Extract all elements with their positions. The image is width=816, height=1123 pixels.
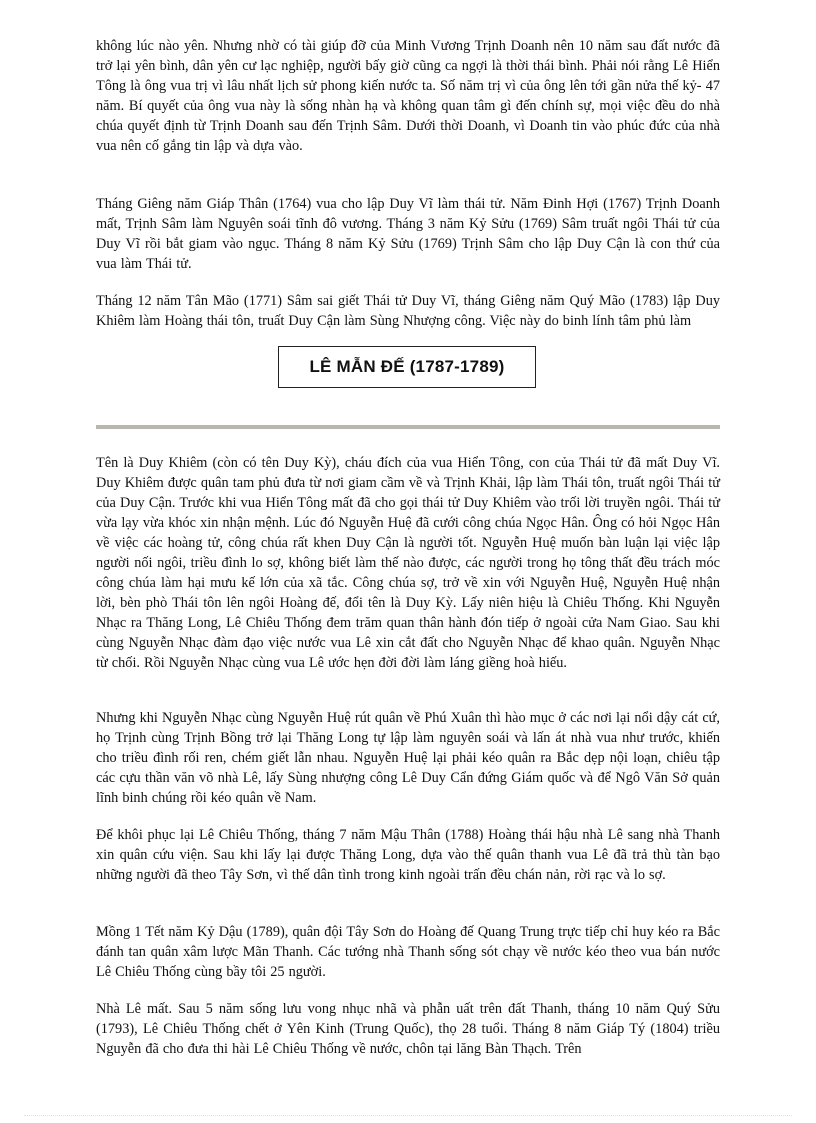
paragraph-tet-ky-dau: Mồng 1 Tết năm Kỷ Dậu (1789), quân đội Tây Sơn do Hoàng đế Quang Trung trực tiếp chỉ huy kéo ra Bắc đánh tan quân xâm lược Mãn Thanh. Các tướng nhà Thanh sống sót chạy về nước kéo theo vua bán nước Lê Chiêu Thống cùng bầy tôi 25 người. <box>96 924 720 980</box>
paragraph-restoration-attempt: Để khôi phục lại Lê Chiêu Thống, tháng 7 năm Mậu Thân (1788) Hoàng thái hậu nhà Lê sang nhà Thanh xin quân cứu viện. Sau khi lấy lại được Thăng Long, dựa vào thế quân thanh vua Lê đã trả thù tàn bạo những người đã theo Tây Sơn, vì thế dân tình trong kinh ngoài trấn đều chán nản, rời rạc và lo sợ. <box>96 827 720 883</box>
paragraph-hien-tong-reign: không lúc nào yên. Nhưng nhờ có tài giúp đỡ của Minh Vương Trịnh Doanh nên 10 năm sau đất nước đã trở lại yên bình, dân yên cư lạc nghiệp, người bấy giờ cũng ca ngợi là thời thái bình. Phải nói rằng Lê Hiển Tông là ông vua trị vì lâu nhất lịch sử phong kiến nước ta. Số năm trị vì của ông lên tới gần nửa thế kỷ- 47 năm. Bí quyết của ông vua này là sống nhàn hạ và không quan tâm gì đến chính sự, mọi việc đều do nhà chúa quyết định từ Trịnh Doanh sau đến Trịnh Sâm. Dưới thời Doanh, vì Doanh tin vào phúc đức của nhà vua nên cố gắng tin lập và dựa vào. <box>96 38 720 154</box>
paragraph-tan-mao: Tháng 12 năm Tân Mão (1771) Sâm sai giết Thái tử Duy Vĩ, tháng Giêng năm Quý Mão (1783) lập Duy Khiêm làm Hoàng thái tôn, truất Duy Cận làm Sùng Nhượng công. Việc này do binh lính tâm phủ làm <box>96 293 720 329</box>
paragraph-nguyen-nhac-withdrawal: Nhưng khi Nguyễn Nhạc cùng Nguyễn Huệ rút quân về Phú Xuân thì hào mục ở các nơi lại nổi dậy cát cứ, họ Trịnh cùng Trịnh Bồng trở lại Thăng Long tự lập làm nguyên soái và lấn át nhà vua như trước, khiến cho triều đình rối ren, chém giết lẫn nhau. Nguyễn Huệ lại phải kéo quân ra Bắc dẹp nội loạn, chiêu tập các cựu thần văn võ nhà Lê, lấy Sùng nhượng công Lê Duy Cẩn đứng Giám quốc và để Ngô Văn Sở quản lĩnh binh chúng rồi kéo quân về Nam. <box>96 710 720 806</box>
paragraph-duy-khiem: Tên là Duy Khiêm (còn có tên Duy Kỳ), cháu đích của vua Hiển Tông, con của Thái tử đã mất Duy Vĩ. Duy Khiêm được quân tam phủ đưa từ nơi giam cầm về và Trịnh Khải, lập làm Thái tôn, truất ngôi Thái tử của Duy Cận. Trước khi vua Hiển Tông mất đã cho gọi thái tử Duy Khiêm vào trối lời truyền ngôi. Thái tử vừa lạy vừa khóc xin nhận mệnh. Lúc đó Nguyễn Huệ đã cưới công chúa Ngọc Hân. Ông có hỏi Ngọc Hân về việc các hoàng tử, công chúa rất khen Duy Cận là người tốt. Nguyễn Huệ muốn bàn luận lại việc lập người nối ngôi, triều đình lo sợ, không biết làm thế nào được, các người trong họ tông thất đều trách móc công chúa làm hại mưu kế lớn của xã tắc. Công chúa sợ, trở về xin với Nguyễn Huệ, Nguyễn Huệ nhận lời, bèn phò Thái tôn lên ngôi Hoàng đế, đổi tên là Duy Kỳ. Lấy niên hiệu là Chiêu Thống. Khi Nguyễn Nhạc ra Thăng Long, Lê Chiêu Thống đem trăm quan thân hành đón tiếp ở ngoài cửa Nam Giao. Sau khi cùng Nguyễn Nhạc đàm đạo việc nước vua Lê xin cắt đất cho Nguyễn Nhạc để khao quân. Nguyễn Nhạc từ chối. Rồi Nguyễn Nhạc cùng vua Lê ước hẹn đời đời làm láng giềng hoà hiếu. <box>96 455 720 671</box>
section-divider <box>96 425 720 429</box>
page-bottom-border <box>24 1115 792 1116</box>
paragraph-end-of-le: Nhà Lê mất. Sau 5 năm sống lưu vong nhục nhã và phẫn uất trên đất Thanh, tháng 10 năm Quý Sửu (1793), Lê Chiêu Thống chết ở Yên Kinh (Trung Quốc), thọ 28 tuổi. Tháng 8 năm Giáp Tý (1804) triều Nguyễn đã cho đưa thi hài Lê Chiêu Thống về nước, chôn tại lăng Bàn Thạch. Trên <box>96 1001 720 1057</box>
paragraph-thai-tu-duy-vi: Tháng Giêng năm Giáp Thân (1764) vua cho lập Duy Vĩ làm thái tử. Năm Đinh Hợi (1767) Trịnh Doanh mất, Trịnh Sâm làm Nguyên soái tĩnh đô vương. Tháng 3 năm Kỷ Sửu (1769) Sâm truất ngôi Thái tử của Duy Vĩ rồi bắt giam vào ngục. Tháng 8 năm Kỷ Sửu (1769) Trịnh Sâm cho lập Duy Cận là con thứ của vua làm Thái tử. <box>96 196 720 272</box>
section-title: LÊ MẪN ĐẾ (1787-1789) <box>278 346 536 388</box>
